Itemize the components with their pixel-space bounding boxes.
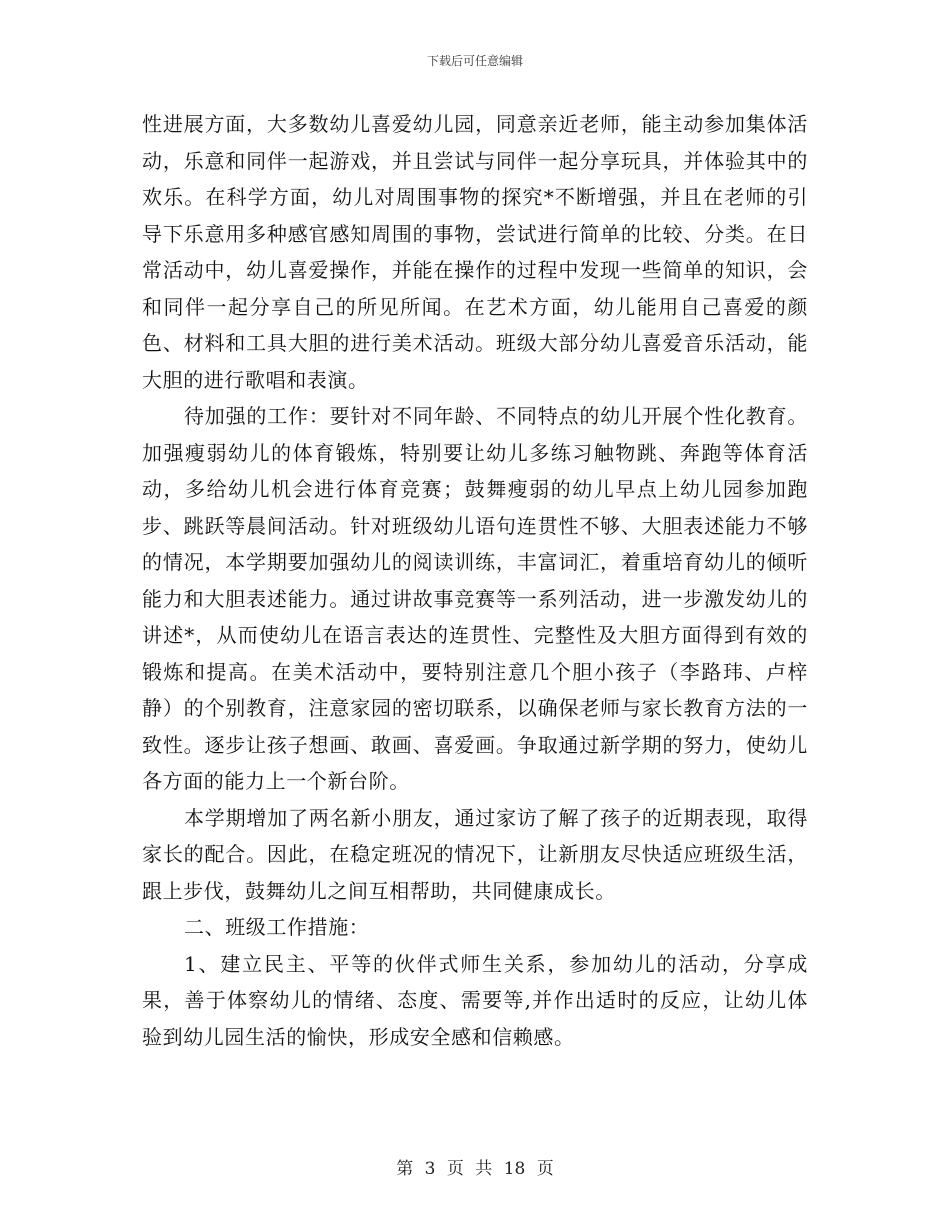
section-heading: 二、班级工作措施： xyxy=(184,915,370,939)
page-number-footer: 第 3 页 共 18 页 xyxy=(396,1159,554,1179)
body-paragraph-4: 1、建立民主、平等的伙伴式师生关系，参加幼儿的活动，分享成果，善于体察幼儿的情绪、态度、需要等,并作出适时的反应，让幼儿体验到幼儿园生活的愉快，形成安全感和信赖感。 xyxy=(142,951,808,1049)
document-body xyxy=(142,106,808,1055)
page-header: 下载后可任意编辑 xyxy=(426,54,523,68)
body-paragraph-2: 待加强的工作：要针对不同年龄、不同特点的幼儿开展个性化教育。加强瘦弱幼儿的体育锻炼，特别要让幼儿多练习触物跳、奔跑等体育活动，多给幼儿机会进行体育竞赛；鼓舞瘦弱的幼儿早点上幼儿园参加跑步、跳跃等晨间活动。针对班级幼儿语句连贯性不够、大胆表述能力不够的情况，本学期要加强幼儿的阅读训练，丰富词汇，着重培育幼儿的倾听能力和大胆表述能力。通过讲故事竞赛等一系列活动，进一步激发幼儿的讲述*，从而使幼儿在语言表达的连贯性、完整性及大胆方面得到有效的锻炼和提高。在美术活动中，要特别注意几个胆小孩子（李路玮、卢梓静）的个别教育，注意家园的密切联系，以确保老师与家长教育方法的一致性。逐步让孩子想画、敢画、喜爱画。争取通过新学期的努力，使幼儿各方面的能力上一个新台阶。 xyxy=(142,404,808,793)
body-paragraph-1: 性进展方面，大多数幼儿喜爱幼儿园，同意亲近老师，能主动参加集体活动，乐意和同伴一起游戏，并且尝试与同伴一起分享玩具，并体验其中的欢乐。在科学方面，幼儿对周围事物的探究*不断增强，并且在老师的引导下乐意用多种感官感知周围的事物，尝试进行简单的比较、分类。在日常活动中，幼儿喜爱操作，并能在操作的过程中发现一些简单的知识，会和同伴一起分享自己的所见所闻。在艺术方面，幼儿能用自己喜爱的颜色、材料和工具大胆的进行美术活动。班级大部分幼儿喜爱音乐活动，能大胆的进行歌唱和表演。 xyxy=(142,112,808,392)
body-paragraph-3: 本学期增加了两名新小朋友，通过家访了解了孩子的近期表现，取得家长的配合。因此，在稳定班况的情况下，让新朋友尽快适应班级生活，跟上步伐，鼓舞幼儿之间互相帮助，共同健康成长。 xyxy=(142,805,808,903)
